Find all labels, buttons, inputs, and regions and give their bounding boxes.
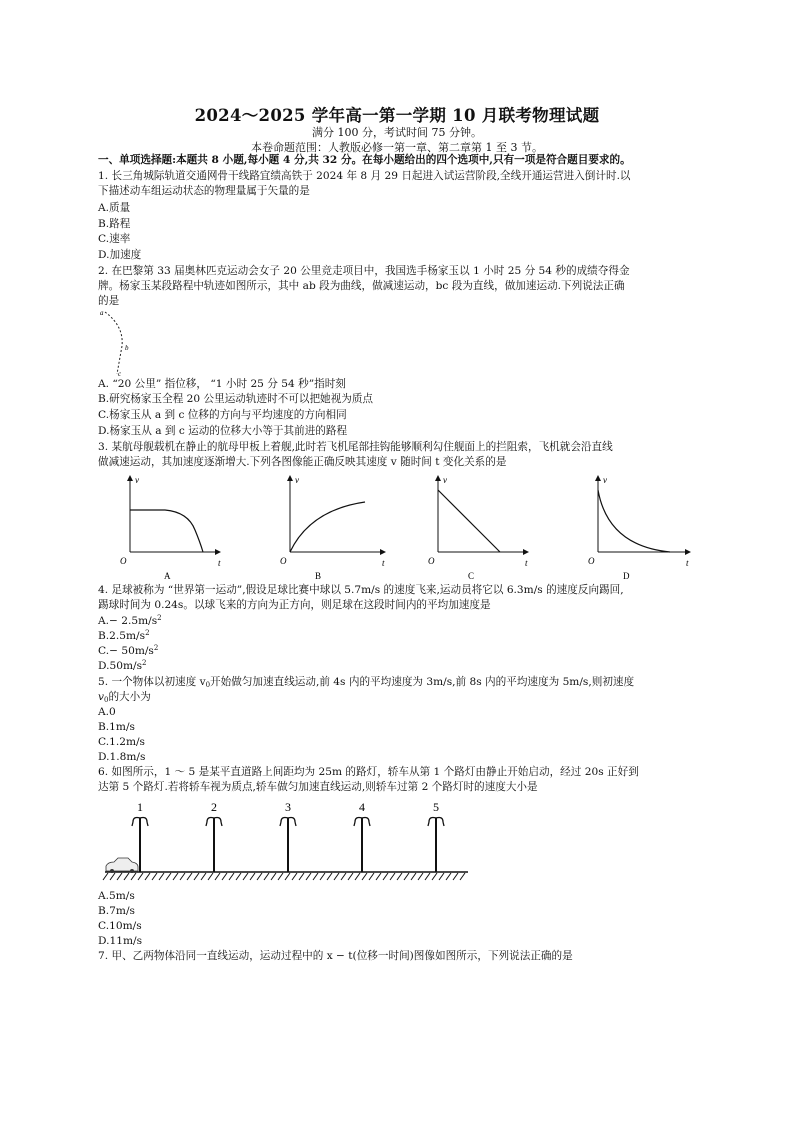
q6-option-c: C.10m/s [98,920,142,932]
q4-option-d-exp: 2 [142,659,147,667]
q7-stem-line1: 7. 甲、乙两物体沿同一直线运动，运动过程中的 x − t(位移一时间)图像如图所示，下列说法正确的是 [98,950,573,962]
q4-stem-line1: 4. 足球被称为 “世界第一运动”,假设足球比赛中球以 5.7m/s 的速度飞来,运动员将它以 6.3m/s 的速度反向踢回, [98,584,624,596]
q5-stem-pre: 5. 一个物体以初速度 v [98,676,206,688]
lamp-number-label: 3 [285,800,291,814]
point-c-label: c [118,370,122,378]
graph-a-v-label: v [135,475,139,485]
q4-option-d-text: D.50m/s [98,660,143,672]
hatch-mark [397,873,402,880]
graph-b [280,475,385,581]
section-heading: 一、单项选择题:本题共 8 小题,每小题 4 分,共 32 分。在每小题给出的四个选项中,只有一项是符合题目要求的。 [98,154,631,166]
q6-streetlamp-figure [100,796,470,886]
q4-option-c [98,645,158,658]
hatch-mark [166,873,171,880]
q1-stem-line2: 下描述动车组运动状态的物理量属于矢量的是 [98,185,310,197]
q2-option-a: A. “20 公里” 指位移， “1 小时 25 分 54 秒”指时刻 [98,378,346,390]
q6-option-a: A.5m/s [98,890,135,902]
lamp-number-label: 1 [137,800,143,814]
car-icon [106,858,138,873]
q5-stem-sub: 0 [205,681,211,689]
hatch-mark [236,873,241,880]
hatch-mark [292,873,297,880]
street-lamp-3 [280,800,296,872]
graph-c-t-label: t [525,558,528,568]
hatch-mark [152,873,157,880]
hatch-mark [460,873,465,880]
hatch-mark [103,873,108,880]
q1-option-a: A.质量 [98,202,131,214]
lamp-number-label: 4 [359,800,365,814]
q5-stem-line2 [98,691,151,704]
graph-b-label: B [315,571,322,581]
graph-d-label: D [623,571,630,581]
hatch-mark [369,873,374,880]
lamp-number-label: 5 [433,800,439,814]
hatch-mark [278,873,283,880]
q1-stem-line1: 1. 长三角城际轨道交通网骨干线路宜绩高铁于 2024 年 8 月 29 日起进入试运营阶段,全线开通运营进入倒计时.以 [98,170,631,182]
point-b-label: b [125,344,129,352]
q2-stem-line1: 2. 在巴黎第 33 届奥林匹克运动会女子 20 公里竞走项目中，我国选手杨家玉以 1 小时 25 分 54 秒的成绩夺得金 [98,265,630,277]
hatch-mark [201,873,206,880]
graph-c-label: C [468,571,475,581]
graph-d-t-label: t [686,558,689,568]
hatch-mark [138,873,143,880]
hatch-mark [124,873,129,880]
graph-a-t-label: t [218,558,221,568]
graph-c [428,475,528,581]
hatch-mark [299,873,304,880]
hatch-mark [271,873,276,880]
q2-stem-line3: 的是 [98,295,120,307]
graph-c-v-label: v [443,475,447,485]
q4-option-b [98,630,150,643]
graph-c-line [438,490,500,552]
q5-option-d: D.1.8m/s [98,751,146,763]
graph-b-origin: O [280,556,287,566]
hatch-mark [355,873,360,880]
hatch-mark [376,873,381,880]
street-lamp-5 [428,800,444,872]
street-lamp-1 [132,800,148,872]
hatch-mark [285,873,290,880]
q2-option-c: C.杨家玉从 a 到 c 位移的方向与平均速度的方向相同 [98,409,347,421]
q3-stem-line2: 做减速运动，其加速度逐渐增大.下列各图像能正确反映其速度 v 随时间 t 变化关系的是 [98,456,507,468]
hatch-mark [390,873,395,880]
q3-stem-line1: 3. 某航母舰载机在静止的航母甲板上着舰,此时若飞机尾部挂钩能够顺利勾住舰面上的拦阻索，飞机就会沿直线 [98,441,613,453]
q4-option-d [98,660,146,673]
lamp-number-label: 2 [211,800,217,814]
q2-option-d: D.杨家玉从 a 到 c 运动的位移大小等于其前进的路程 [98,425,348,437]
hatch-mark [145,873,150,880]
graph-b-curve [290,502,365,552]
trajectory-path [105,312,122,374]
q6-option-d: D.11m/s [98,935,143,947]
q5-option-a: A.0 [98,706,116,718]
graph-d [588,475,690,581]
q1-option-c: C.速率 [98,233,131,245]
hatch-mark [348,873,353,880]
hatch-mark [383,873,388,880]
hatch-mark [215,873,220,880]
graph-d-curve [598,490,670,552]
exam-info-score: 满分 100 分，考试时间 75 分钟。 [312,126,482,139]
q4-option-a [98,615,162,628]
exam-title: 2024～2025 学年高一第一学期 10 月联考物理试题 [194,106,600,125]
hatch-mark [159,873,164,880]
q2-trajectory-figure [98,306,138,378]
q1-option-d: D.加速度 [98,249,142,261]
street-lamp-4 [354,800,370,872]
graph-b-t-label: t [382,558,385,568]
graph-b-v-label: v [295,475,299,485]
hatch-mark [341,873,346,880]
hatch-mark [250,873,255,880]
q6-option-b: B.7m/s [98,905,135,917]
q6-stem-line2: 达第 5 个路灯.若将轿车视为质点,轿车做匀加速直线运动,则轿车过第 2 个路灯时的速度大小是 [98,781,538,793]
q5-stem-post: 开始做匀加速直线运动,前 4s 内的平均速度为 3m/s,前 8s 内的平均速度为 5m/s,则初速度 [210,676,635,688]
hatch-mark [453,873,458,880]
hatch-mark [425,873,430,880]
hatch-mark [411,873,416,880]
hatch-mark [327,873,332,880]
hatch-mark [208,873,213,880]
road-hatching [103,873,465,880]
hatch-mark [320,873,325,880]
q4-option-b-exp: 2 [145,629,150,637]
q4-option-a-exp: 2 [157,614,162,622]
hatch-mark [117,873,122,880]
q5-stem-line1 [98,676,634,689]
hatch-mark [187,873,192,880]
q5-stem2-post: 的大小为 [108,691,151,703]
graph-d-v-label: v [603,475,607,485]
q2-stem-line2: 牌。杨家玉某段路程中轨迹如图所示，其中 ab 段为曲线，做减速运动，bc 段为直线，做加速运动.下列说法正确 [98,280,625,292]
hatch-mark [243,873,248,880]
hatch-mark [362,873,367,880]
q4-option-c-text: C.− 50m/s [98,645,154,657]
q5-option-b: B.1m/s [98,721,135,733]
exam-info-scope: 本卷命题范围：人教版必修一第一章、第二章第 1 至 3 节。 [251,141,543,154]
q4-stem-line2: 踢球时间为 0.24s。以球飞来的方向为正方向，则足球在这段时间内的平均加速度是 [98,599,491,611]
street-lamps [132,800,444,872]
graph-a-origin: O [120,556,127,566]
graph-a [120,475,221,581]
hatch-mark [229,873,234,880]
hatch-mark [446,873,451,880]
q5-option-c: C.1.2m/s [98,736,145,748]
hatch-mark [194,873,199,880]
hatch-mark [222,873,227,880]
hatch-mark [131,873,136,880]
hatch-mark [418,873,423,880]
point-a-label: a [100,309,104,317]
graph-c-origin: O [428,556,435,566]
q4-option-b-text: B.2.5m/s [98,630,146,642]
hatch-mark [264,873,269,880]
hatch-mark [404,873,409,880]
q5-v0-symbol: v [98,691,104,703]
q1-option-b: B.路程 [98,218,131,230]
q4-option-a-text: A.− 2.5m/s [98,615,158,627]
hatch-mark [334,873,339,880]
q2-option-b: B.研究杨家玉全程 20 公里运动轨迹时不可以把她视为质点 [98,393,374,405]
hatch-mark [306,873,311,880]
graph-d-origin: O [588,556,595,566]
hatch-mark [180,873,185,880]
hatch-mark [257,873,262,880]
hatch-mark [439,873,444,880]
q3-graphs [110,470,700,585]
graph-a-curve [130,510,203,552]
street-lamp-2 [206,800,222,872]
hatch-mark [313,873,318,880]
q4-option-c-exp: 2 [153,644,159,652]
hatch-mark [110,873,115,880]
graph-a-label: A [164,571,171,581]
hatch-mark [173,873,178,880]
q5-v0-sub: 0 [104,696,109,704]
q6-stem-line1: 6. 如图所示，1 ～ 5 是某平直道路上间距均为 25m 的路灯，轿车从第 1 个路灯由静止开始启动，经过 20s 正好到 [98,766,639,778]
hatch-mark [432,873,437,880]
